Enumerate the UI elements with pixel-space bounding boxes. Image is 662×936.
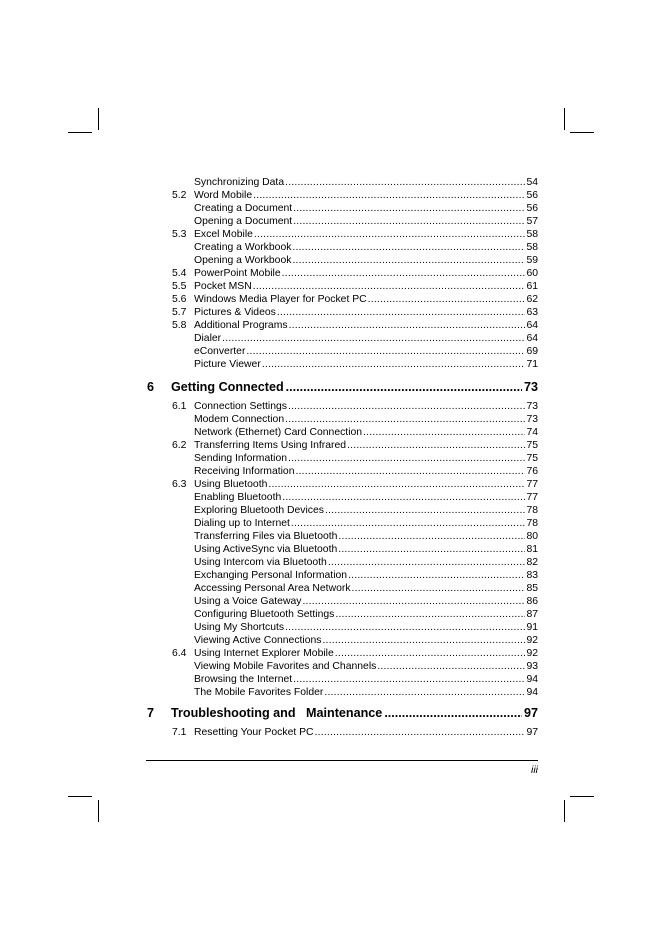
entry-page-number: 77 <box>526 479 538 490</box>
entry-title: Synchronizing Data <box>194 177 285 188</box>
toc-subsection-entry[interactable] <box>194 608 538 621</box>
section-number: 6.1 <box>172 401 187 412</box>
entry-page-number: 83 <box>526 570 538 581</box>
section-number: 5.2 <box>172 190 187 201</box>
toc-section-entry[interactable] <box>172 319 538 332</box>
dot-leader <box>293 673 525 686</box>
dot-leader <box>348 569 525 582</box>
entry-page-number: 82 <box>526 557 538 568</box>
entry-page-number: 63 <box>526 307 538 318</box>
entry-title: PowerPoint Mobile <box>194 268 281 279</box>
dot-leader <box>338 543 525 556</box>
dot-leader <box>277 306 526 319</box>
entry-title: Viewing Mobile Favorites and Channels <box>194 661 377 672</box>
toc-chapter-entry[interactable] <box>147 380 538 395</box>
toc-section-entry[interactable] <box>172 267 538 280</box>
toc-subsection-entry[interactable] <box>194 426 538 439</box>
toc-subsection-entry[interactable] <box>194 621 538 634</box>
entry-page-number: 77 <box>526 492 538 503</box>
dot-leader <box>324 686 525 699</box>
toc-subsection-entry[interactable] <box>194 504 538 517</box>
entry-title: eConverter <box>194 346 246 357</box>
dot-leader <box>368 293 526 306</box>
chapter-number: 6 <box>147 380 155 394</box>
dot-leader <box>246 345 525 358</box>
entry-page-number: 86 <box>526 596 538 607</box>
entry-title: Word Mobile <box>194 190 253 201</box>
entry-title: Exploring Bluetooth Devices <box>194 505 324 516</box>
toc-section-entry[interactable] <box>172 293 538 306</box>
section-number: 5.7 <box>172 307 187 318</box>
entry-title: Exchanging Personal Information <box>194 570 348 581</box>
entry-title: Sending Information <box>194 453 287 464</box>
entry-title: Pocket MSN <box>194 281 252 292</box>
dot-leader <box>347 439 525 452</box>
chapter-page-number: 73 <box>523 380 538 394</box>
dot-leader <box>285 621 525 634</box>
entry-title: Opening a Workbook <box>194 255 292 266</box>
section-number: 7.1 <box>172 727 187 738</box>
toc-section-entry[interactable] <box>172 647 538 660</box>
entry-page-number: 69 <box>526 346 538 357</box>
dot-leader <box>292 254 525 267</box>
dot-leader <box>222 332 525 345</box>
chapter-number: 7 <box>147 706 155 720</box>
dot-leader <box>325 504 525 517</box>
entry-title: Creating a Workbook <box>194 242 292 253</box>
toc-subsection-entry[interactable] <box>194 332 538 345</box>
dot-leader <box>296 465 526 478</box>
entry-page-number: 93 <box>526 661 538 672</box>
toc-section-entry[interactable] <box>172 306 538 319</box>
entry-page-number: 75 <box>526 440 538 451</box>
dot-leader <box>338 530 525 543</box>
toc-subsection-entry[interactable] <box>194 543 538 556</box>
entry-page-number: 94 <box>526 687 538 698</box>
dot-leader <box>363 426 525 439</box>
entry-title: Configuring Bluetooth Settings <box>194 609 335 620</box>
entry-page-number: 64 <box>526 333 538 344</box>
section-number: 5.6 <box>172 294 187 305</box>
entry-title: Opening a Document <box>194 216 293 227</box>
entry-page-number: 74 <box>526 427 538 438</box>
dot-leader <box>253 280 526 293</box>
entry-page-number: 75 <box>526 453 538 464</box>
dot-leader <box>293 202 525 215</box>
entry-title: Enabling Bluetooth <box>194 492 282 503</box>
toc-section-entry[interactable] <box>172 228 538 241</box>
toc-subsection-entry[interactable] <box>194 241 538 254</box>
dot-leader <box>328 556 526 569</box>
toc-section-entry[interactable] <box>172 400 538 413</box>
entry-title: Additional Programs <box>194 320 288 331</box>
entry-title: Using a Voice Gateway <box>194 596 302 607</box>
toc-subsection-entry[interactable] <box>194 254 538 267</box>
entry-page-number: 78 <box>526 505 538 516</box>
entry-page-number: 54 <box>526 177 538 188</box>
entry-title: Using Bluetooth <box>194 479 268 490</box>
dot-leader <box>288 400 525 413</box>
entry-page-number: 94 <box>526 674 538 685</box>
toc-subsection-entry[interactable] <box>194 686 538 699</box>
toc-subsection-entry[interactable] <box>194 491 538 504</box>
dot-leader <box>253 189 525 202</box>
dot-leader <box>268 478 525 491</box>
entry-title: Viewing Active Connections <box>194 635 322 646</box>
dot-leader <box>288 452 525 465</box>
toc-section-entry[interactable] <box>172 439 538 452</box>
chapter-page-number: 97 <box>523 706 538 720</box>
toc-section-entry[interactable] <box>172 189 538 202</box>
entry-title: Transferring Files via Bluetooth <box>194 531 338 542</box>
entry-page-number: 78 <box>526 518 538 529</box>
section-number: 5.4 <box>172 268 187 279</box>
chapter-title: Troubleshooting and Maintenance <box>171 706 383 720</box>
dot-leader <box>352 582 526 595</box>
toc-subsection-entry[interactable] <box>194 358 538 371</box>
entry-page-number: 56 <box>526 190 538 201</box>
dot-leader <box>322 634 525 647</box>
toc-subsection-entry[interactable] <box>194 176 538 189</box>
entry-page-number: 58 <box>526 242 538 253</box>
toc-subsection-entry[interactable] <box>194 660 538 673</box>
dot-leader <box>285 176 525 189</box>
entry-page-number: 57 <box>526 216 538 227</box>
entry-page-number: 92 <box>526 648 538 659</box>
dot-leader <box>282 267 526 280</box>
section-number: 5.5 <box>172 281 187 292</box>
entry-page-number: 73 <box>526 401 538 412</box>
toc-subsection-entry[interactable] <box>194 215 538 228</box>
entry-page-number: 92 <box>526 635 538 646</box>
dot-leader <box>262 358 526 371</box>
toc-subsection-entry[interactable] <box>194 452 538 465</box>
entry-page-number: 61 <box>526 281 538 292</box>
entry-page-number: 62 <box>526 294 538 305</box>
entry-page-number: 87 <box>526 609 538 620</box>
entry-title: Using Intercom via Bluetooth <box>194 557 327 568</box>
section-number: 6.3 <box>172 479 187 490</box>
dot-leader <box>315 726 526 739</box>
entry-title: Resetting Your Pocket PC <box>194 727 314 738</box>
entry-title: Windows Media Player for Pocket PC <box>194 294 367 305</box>
dot-leader <box>282 491 525 504</box>
toc-subsection-entry[interactable] <box>194 634 538 647</box>
entry-page-number: 97 <box>526 727 538 738</box>
entry-page-number: 85 <box>526 583 538 594</box>
dot-leader <box>292 241 525 254</box>
toc-section-entry[interactable] <box>172 726 538 739</box>
dot-leader <box>377 660 525 673</box>
footer-rule <box>146 760 538 761</box>
footer-page-number: iii <box>531 764 538 776</box>
dot-leader <box>254 228 526 241</box>
entry-page-number: 71 <box>526 359 538 370</box>
entry-page-number: 80 <box>526 531 538 542</box>
dot-leader <box>286 380 522 395</box>
section-number: 6.2 <box>172 440 187 451</box>
toc-subsection-entry[interactable] <box>194 413 538 426</box>
entry-page-number: 64 <box>526 320 538 331</box>
toc-subsection-entry[interactable] <box>194 517 538 530</box>
entry-page-number: 60 <box>526 268 538 279</box>
dot-leader <box>289 319 526 332</box>
toc-subsection-entry[interactable] <box>194 556 538 569</box>
section-number: 5.3 <box>172 229 187 240</box>
dot-leader <box>302 595 525 608</box>
dot-leader <box>293 215 525 228</box>
dot-leader <box>285 413 525 426</box>
entry-title: Transferring Items Using Infrared <box>194 440 347 451</box>
entry-title: Dialer <box>194 333 222 344</box>
entry-title: Excel Mobile <box>194 229 253 240</box>
entry-page-number: 76 <box>526 466 538 477</box>
entry-title: Pictures & Videos <box>194 307 276 318</box>
entry-title: Using Internet Explorer Mobile <box>194 648 334 659</box>
section-number: 6.4 <box>172 648 187 659</box>
entry-title: Browsing the Internet <box>194 674 293 685</box>
entry-title: Receiving Information <box>194 466 295 477</box>
entry-title: Modem Connection <box>194 414 285 425</box>
entry-title: Using My Shortcuts <box>194 622 285 633</box>
dot-leader <box>291 517 526 530</box>
entry-title: Picture Viewer <box>194 359 261 370</box>
toc-subsection-entry[interactable] <box>194 595 538 608</box>
entry-title: Network (Ethernet) Card Connection <box>194 427 363 438</box>
entry-title: The Mobile Favorites Folder <box>194 687 324 698</box>
toc-section-entry[interactable] <box>172 280 538 293</box>
entry-title: Accessing Personal Area Network <box>194 583 351 594</box>
toc-subsection-entry[interactable] <box>194 569 538 582</box>
toc-subsection-entry[interactable] <box>194 202 538 215</box>
toc-subsection-entry[interactable] <box>194 530 538 543</box>
chapter-title: Getting Connected <box>171 380 284 394</box>
entry-page-number: 56 <box>526 203 538 214</box>
toc-subsection-entry[interactable] <box>194 582 538 595</box>
entry-page-number: 81 <box>526 544 538 555</box>
toc-subsection-entry[interactable] <box>194 345 538 358</box>
toc-subsection-entry[interactable] <box>194 465 538 478</box>
entry-page-number: 59 <box>526 255 538 266</box>
entry-page-number: 73 <box>526 414 538 425</box>
section-number: 5.8 <box>172 320 187 331</box>
entry-page-number: 91 <box>526 622 538 633</box>
toc-section-entry[interactable] <box>172 478 538 491</box>
entry-title: Dialing up to Internet <box>194 518 290 529</box>
dot-leader <box>384 706 522 721</box>
toc-chapter-entry[interactable] <box>147 706 538 721</box>
entry-title: Using ActiveSync via Bluetooth <box>194 544 338 555</box>
entry-title: Creating a Document <box>194 203 293 214</box>
toc-subsection-entry[interactable] <box>194 673 538 686</box>
dot-leader <box>335 647 526 660</box>
entry-page-number: 58 <box>526 229 538 240</box>
dot-leader <box>335 608 525 621</box>
entry-title: Connection Settings <box>194 401 287 412</box>
